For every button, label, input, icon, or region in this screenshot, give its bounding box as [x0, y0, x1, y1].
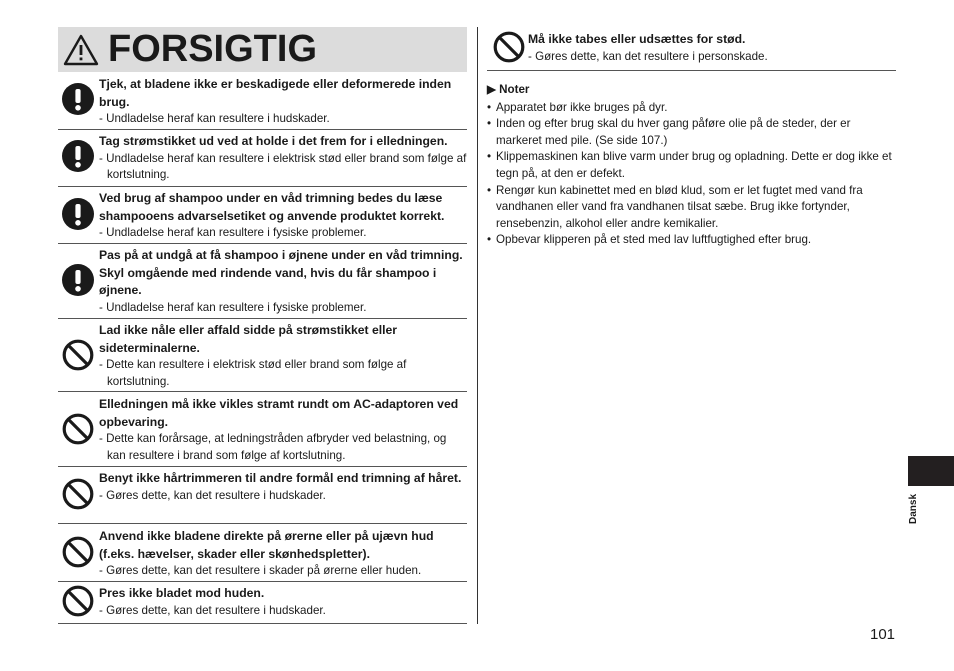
exclamation-icon	[62, 264, 94, 296]
divider	[58, 466, 467, 467]
entry-detail: - Undladelse heraf kan resultere i fysiske problemer.	[99, 300, 367, 314]
prohibition-entry	[58, 470, 467, 522]
list-item: • Inden og efter brug skal du hver gang påføre olie på de steder, der er markeret med pile. (Se side 107.)	[487, 117, 851, 147]
prohibition-entry	[58, 585, 467, 623]
divider	[58, 523, 467, 524]
caution-entry	[58, 133, 467, 185]
prohibition-icon	[62, 339, 94, 371]
column-divider	[477, 27, 478, 624]
notes-heading: ▶ Noter	[487, 83, 530, 96]
entry-heading: Ved brug af shampoo under en våd trimning bedes du læse shampooens advarselsetiket og anvende produktet korrekt.	[99, 191, 445, 223]
entry-detail: - Undladelse heraf kan resultere i elektrisk stød eller brand som følge af kortslutning.	[99, 151, 467, 181]
language-label: Dansk	[908, 493, 919, 524]
divider	[58, 581, 467, 582]
divider	[58, 391, 467, 392]
notes-section	[487, 82, 897, 249]
entry-detail: - Dette kan forårsage, at ledningstråden afbryder ved belastning, og kan resultere i brand som følge af kortslutning.	[99, 432, 447, 462]
exclamation-icon	[62, 198, 94, 230]
prohibition-icon	[493, 31, 525, 63]
entry-detail: - Gøres dette, kan det resultere i hudskader.	[99, 603, 326, 617]
list-item: • Klippemaskinen kan blive varm under brug og opladning. Dette er dog ikke et tegn på, at den er defekt.	[487, 150, 892, 180]
prohibition-icon	[62, 585, 94, 617]
divider	[58, 186, 467, 187]
entry-heading: Lad ikke nåle eller affald sidde på strømstikket eller sideterminalerne.	[99, 323, 398, 355]
exclamation-icon	[62, 83, 94, 115]
entry-heading: Tjek, at bladene ikke er beskadigede eller deformerede inden brug.	[99, 77, 452, 109]
prohibition-entry	[58, 396, 467, 465]
triangle-right-icon: ▶	[487, 83, 496, 96]
caution-title: FORSIGTIG	[108, 28, 317, 70]
prohibition-entry	[58, 322, 467, 391]
entry-heading: Benyt ikke hårtrimmeren til andre formål end trimning af håret.	[99, 471, 462, 485]
language-tab	[908, 456, 954, 486]
caution-entry	[58, 76, 467, 128]
divider	[58, 243, 467, 244]
entry-detail: - Undladelse heraf kan resultere i hudskader.	[99, 112, 330, 125]
entry-detail: - Undladelse heraf kan resultere i fysiske problemer.	[99, 226, 367, 239]
exclamation-icon	[62, 140, 94, 172]
entry-detail: - Gøres dette, kan det resultere i personskade.	[528, 49, 768, 63]
prohibition-icon	[62, 478, 94, 510]
entry-detail: - Gøres dette, kan det resultere i skader på ørerne eller huden.	[99, 564, 422, 577]
prohibition-icon	[62, 413, 94, 445]
entry-heading: Anvend ikke bladene direkte på ørerne eller på ujævn hud (f.eks. hævelser, skader eller skønhedspletter).	[99, 529, 434, 561]
entry-heading: Pres ikke bladet mod huden.	[99, 586, 265, 600]
entry-detail: - Gøres dette, kan det resultere i hudskader.	[99, 488, 326, 502]
divider	[58, 129, 467, 130]
divider	[58, 623, 467, 624]
entry-detail: - Dette kan resultere i elektrisk stød eller brand som følge af kortslutning.	[99, 358, 407, 388]
prohibition-entry	[58, 528, 467, 580]
caution-header	[58, 27, 467, 72]
caution-entry	[58, 190, 467, 242]
page-number: 101	[870, 626, 896, 643]
list-item: • Opbevar klipperen på et sted med lav luftfugtighed efter brug.	[487, 233, 812, 247]
caution-entry	[58, 247, 467, 317]
warning-triangle-icon	[63, 34, 99, 66]
divider	[487, 70, 896, 71]
list-item: • Apparatet bør ikke bruges på dyr.	[487, 100, 668, 114]
entry-heading: Pas på at undgå at få shampoo i øjnene under en våd trimning. Skyl omgående med rindende vand, hvis du får shampoo i øjnene.	[99, 248, 463, 297]
prohibition-icon	[62, 536, 94, 568]
entry-heading: Elledningen må ikke vikles stramt rundt om AC-adaptoren ved opbevaring.	[99, 397, 459, 429]
list-item: • Rengør kun kabinettet med en blød klud, som er let fugtet med vand fra vandhanen eller vand fra vandhanen tilsat sæbe. Brug ikke fortynder, rensebenzin, alkohol eller andre kemikalier.	[487, 183, 863, 230]
entry-heading: Må ikke tabes eller udsættes for stød.	[528, 32, 746, 46]
notes-list	[487, 100, 897, 249]
entry-heading: Tag strømstikket ud ved at holde i det frem for i elledningen.	[99, 134, 448, 148]
divider	[58, 318, 467, 319]
